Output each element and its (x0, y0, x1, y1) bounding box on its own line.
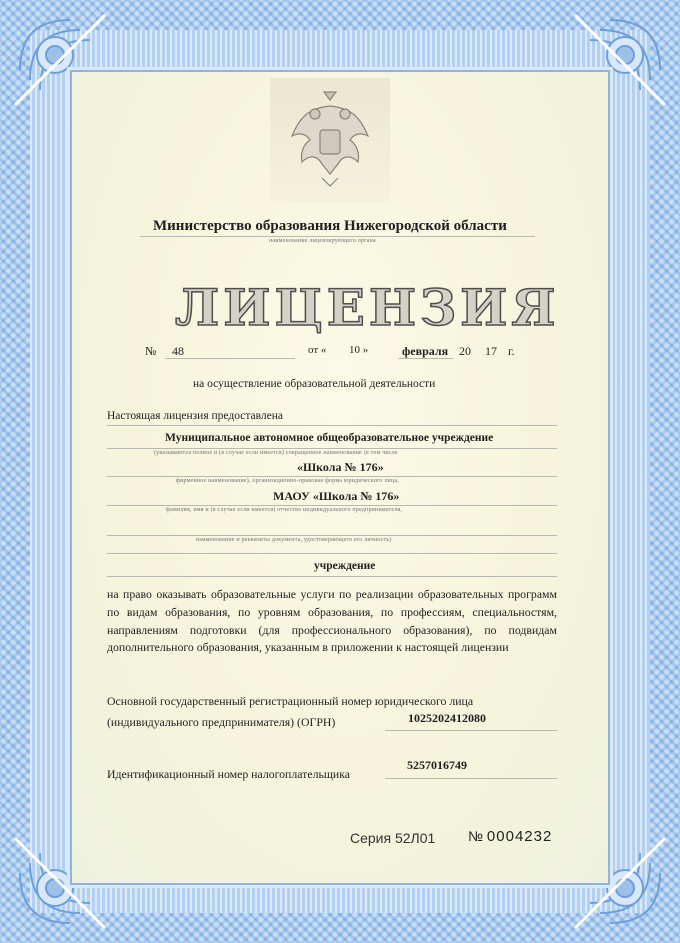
organization-type: учреждение (314, 560, 376, 572)
organization-short-name: «Школа № 176» (297, 460, 384, 474)
serial-symbol: № (468, 828, 484, 844)
series-label: Серия (350, 830, 392, 846)
coat-of-arms-icon (270, 78, 390, 203)
document-title: ЛИЦЕНЗИЯ (175, 278, 560, 337)
license-purpose: на осуществление образовательной деятельности (193, 378, 436, 390)
license-year: 17 (485, 344, 497, 358)
year-prefix: 20 (459, 344, 471, 358)
organization-full-name: Муниципальное автономное общеобразовательное учреждение (165, 432, 494, 444)
caption-entrepreneur: фамилия, имя и (в случае если имеется) отчество индивидуального предпринимателя, (166, 507, 403, 513)
license-day: 10 » (349, 344, 369, 356)
authority-caption: наименование лицензирующего органа (269, 238, 376, 244)
year-unit: г. (508, 344, 515, 358)
date-from-label: от « (308, 344, 327, 356)
series-value: 52Л01 (394, 830, 436, 846)
number-symbol: № (145, 344, 157, 358)
serial-value: 0004232 (486, 828, 553, 845)
ogrn-label-line1: Основной государственный регистрационный номер юридического лица (107, 694, 474, 708)
caption-names: (указываются полное и (в случае если имеется) сокращенное наименование (в том числе (154, 450, 398, 456)
inn-label: Идентификационный номер налогоплательщика (107, 767, 351, 781)
caption-legal-form: фирменное наименование), организационно-правовая форма юридического лица, (176, 478, 399, 484)
rights-text: на право оказывать образовательные услуги по реализации образовательных программ по видам образования, по уровням образования, по профессиям, специальностям, направлениям подготовки (для профессионального образования), по подвидам дополнительного образования, указанным в приложении к настоящей лицензии (107, 587, 557, 655)
inn-value: 5257016749 (407, 758, 467, 772)
license-number: 48 (172, 344, 184, 358)
blank-number (468, 828, 552, 845)
ogrn-label-line2: (индивидуального предпринимателя) (ОГРН) (107, 715, 336, 729)
license-month: февраля (402, 344, 449, 358)
ogrn-value: 1025202412080 (408, 711, 486, 725)
issuing-authority: Министерство образования Нижегородской области (153, 218, 507, 234)
caption-id-document: наименование и реквизиты документа, удостоверяющего его личность) (196, 537, 392, 543)
granted-label: Настоящая лицензия предоставлена (107, 410, 283, 422)
blank-series (350, 830, 435, 846)
organization-abbreviation: МАОУ «Школа № 176» (273, 489, 400, 503)
